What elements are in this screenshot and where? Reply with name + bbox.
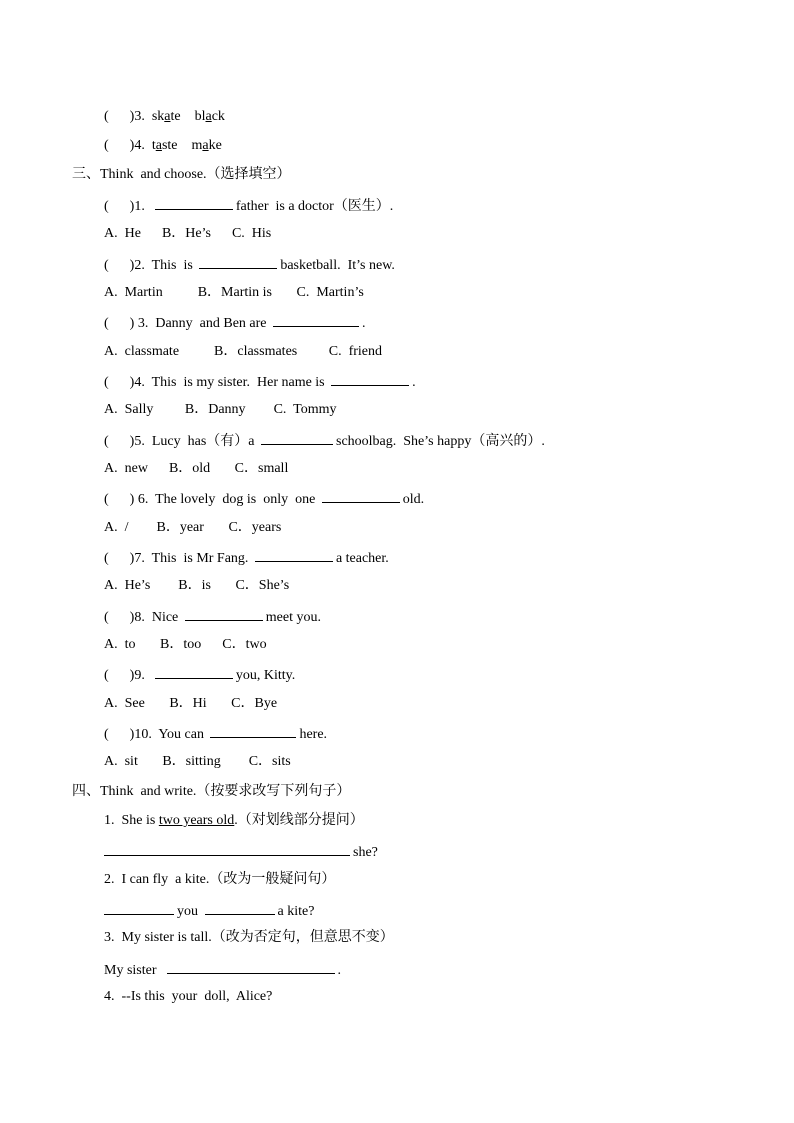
pron-item-3: ( )3. skate black <box>104 109 225 124</box>
item-number: 3. <box>134 109 145 124</box>
answer-blank[interactable] <box>155 665 233 679</box>
options-10: A. sit B．sitting C．sits <box>104 754 291 769</box>
answer-blank[interactable] <box>261 431 333 445</box>
question-6: ( ) 6. The lovely dog is only one old. <box>104 489 424 509</box>
question-5: ( )5. Lucy has（有）a schoolbag. She’s happy（高兴的）. <box>104 431 545 451</box>
question-3: ( ) 3. Danny and Ben are . <box>104 313 366 333</box>
question-7: ( )7. This is Mr Fang. a teacher. <box>104 548 389 568</box>
question-9: ( )9. you, Kitty. <box>104 665 295 685</box>
options-4: A. Sally B．Danny C. Tommy <box>104 402 337 417</box>
write-question-3: 3. My sister is tall.（改为否定句，但意思不变） <box>104 930 394 945</box>
answer-blank[interactable] <box>322 489 400 503</box>
question-10: ( )10. You can here. <box>104 724 327 744</box>
options-8: A. to B．too C．two <box>104 637 267 652</box>
pron-item-4: ( )4. taste make <box>104 138 222 153</box>
answer-blank[interactable] <box>255 548 333 562</box>
options-9: A. See B．Hi C．Bye <box>104 696 278 711</box>
write-question-1: 1. She is two years old.（对划线部分提问） <box>104 813 364 828</box>
word-1: skate <box>151 109 181 124</box>
section-4-title: 四、Think and write.（按要求改写下列句子） <box>72 784 351 799</box>
options-1: A. He B．He’s C. His <box>104 226 272 241</box>
write-answer-1: she? <box>104 842 378 862</box>
question-2: ( )2. This is basketball. It’s new. <box>104 255 395 275</box>
answer-blank[interactable] <box>185 607 263 621</box>
write-answer-3: My sister . <box>104 960 341 980</box>
write-question-2: 2. I can fly a kite.（改为一般疑问句） <box>104 872 336 887</box>
section-3-title: 三、Think and choose.（选择填空） <box>72 167 291 182</box>
word-2: make <box>191 138 222 153</box>
item-number: 4. <box>134 138 145 153</box>
options-2: A. Martin B．Martin is C. Martin’s <box>104 285 364 300</box>
options-7: A. He’s B．is C．She’s <box>104 578 290 593</box>
underlined-phrase: two years old <box>158 813 235 828</box>
answer-blank[interactable] <box>104 901 174 915</box>
question-1: ( )1. father is a doctor（医生）. <box>104 196 393 216</box>
answer-blank[interactable] <box>167 960 335 974</box>
answer-blank[interactable] <box>331 372 409 386</box>
answer-blank[interactable] <box>155 196 233 210</box>
write-question-4: 4. --Is this your doll, Alice? <box>104 989 273 1004</box>
answer-blank[interactable] <box>273 313 359 327</box>
options-5: A. new B．old C．small <box>104 461 289 476</box>
options-3: A. classmate B．classmates C. friend <box>104 344 383 359</box>
answer-blank[interactable] <box>104 842 350 856</box>
write-answer-2: you a kite? <box>104 901 314 921</box>
answer-blank[interactable] <box>205 901 275 915</box>
answer-blank[interactable] <box>199 255 277 269</box>
word-1: taste <box>151 138 178 153</box>
word-2: black <box>194 109 225 124</box>
options-6: A. / B．year C．years <box>104 520 282 535</box>
question-8: ( )8. Nice meet you. <box>104 607 321 627</box>
answer-blank[interactable] <box>210 724 296 738</box>
question-4: ( )4. This is my sister. Her name is . <box>104 372 416 392</box>
